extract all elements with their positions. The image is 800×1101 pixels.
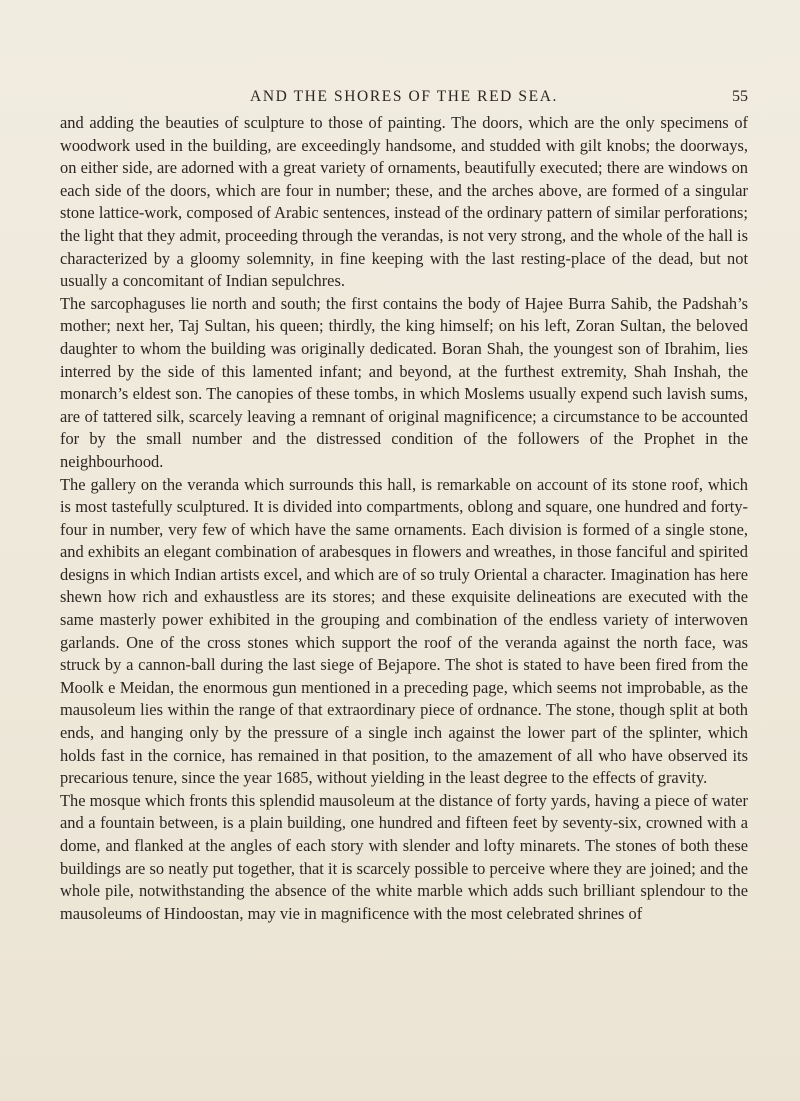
running-head: AND THE SHORES OF THE RED SEA. [250,88,558,105]
page-number: 55 [732,88,748,105]
paragraph-3: The gallery on the veranda which surrounds this hall, is remarkable on account of its stone roof, which is most tastefully sculptured. It is divided into compartments, oblong and square, one hundred and forty-four in number, very few of which have the same ornaments. Each division is formed of a single stone, and exhibits an elegant combination of arabesques in flowers and wreathes, in those fanciful and spirited designs in which Indian artists excel, and which are of so truly Oriental a character. Imagination has here shewn how rich and exhaustless are its stores; and these exquisite delineations are executed with the same masterly power exhibited in the grouping and combination of the endless variety of interwoven garlands. One of the cross stones which support the roof of the veranda against the north face, was struck by a cannon-ball during the last siege of Bejapore. The shot is stated to have been fired from the Moolk e Meidan, the enormous gun mentioned in a preceding page, which seems not improbable, as the mausoleum lies within the range of that extraordinary piece of ordnance. The stone, though split at both ends, and hanging only by the pressure of a single inch against the lower part of the splinter, which holds fast in the cornice, has remained in that position, to the amazement of all who have observed its precarious tenure, since the year 1685, without yielding in the least degree to the effects of gravity. [60,474,748,788]
paragraph-2: The sarcophaguses lie north and south; the first contains the body of Hajee Burra Sahib, the Padshah’s mother; next her, Taj Sultan, his queen; thirdly, the king himself; on his left, Zoran Sultan, the beloved daughter to whom the building was originally dedicated. Boran Shah, the youngest son of Ibrahim, lies interred by the side of this lamented infant; and beyond, at the furthest extremity, Shah Inshah, the monarch’s eldest son. The canopies of these tombs, in which Moslems usually expend such lavish sums, are of tattered silk, scarcely leaving a remnant of original magnificence; a circumstance to be accounted for by the small number and the distressed condition of the followers of the Prophet in the neighbourhood. [60,293,748,471]
paragraph-1: and adding the beauties of sculpture to those of painting. The doors, which are the only specimens of woodwork used in the building, are exceedingly handsome, and studded with gilt knobs; the doorways, on either side, are adorned with a great variety of ornaments, beautifully executed; there are windows on each side of the doors, which are four in number; these, and the arches above, are formed of a singular stone lattice-work, composed of Arabic sentences, instead of the ordinary pattern of similar perforations; the light that they admit, proceeding through the verandas, is not very strong, and the whole of the hall is characterized by a gloomy solemnity, in fine keeping with the last resting-place of the dead, but not usually a concomitant of Indian sepulchres. [60,113,748,291]
paragraph-4: The mosque which fronts this splendid mausoleum at the distance of forty yards, having a piece of water and a fountain between, is a plain building, one hundred and fifteen feet by seventy-six, crowned with a dome, and flanked at the angles of each story with slender and lofty minarets. The stones of both these buildings are so neatly put together, that it is scarcely possible to perceive where they are joined; and the whole pile, notwithstanding the absence of the white marble which adds such brilliant splendour to the mausoleums of Hindoostan, may vie in magnificence with the most celebrated shrines of [60,790,748,923]
page-body [60,112,748,925]
page-header [60,88,748,112]
